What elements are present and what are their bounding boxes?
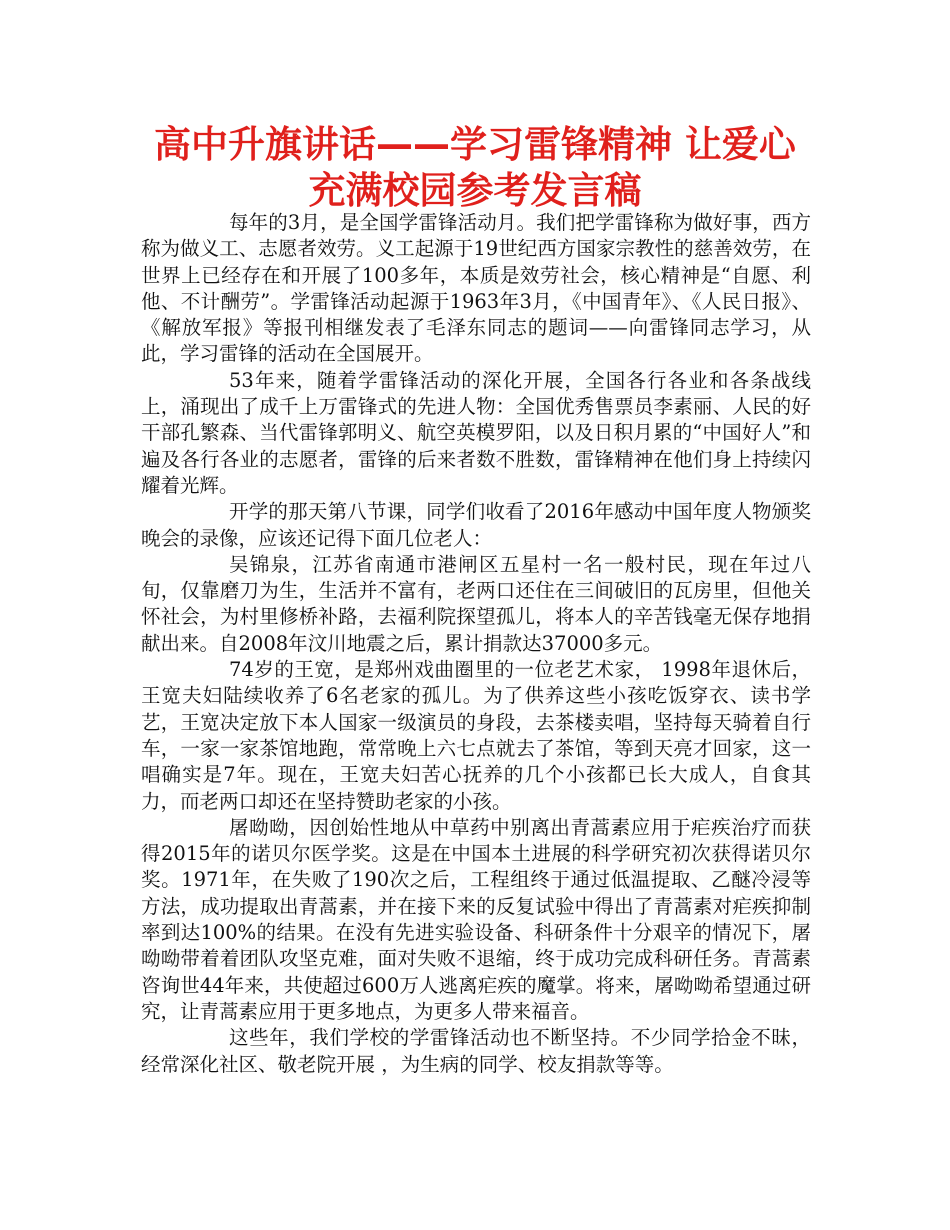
paragraph: 开学的那天第八节课，同学们收看了2016年感动中国年度人物颁奖晚会的录像，应该还记得下面几位老人： <box>141 500 811 550</box>
document-title: 高中升旗讲话——学习雷锋精神 让爱心充满校园参考发言稿 <box>154 123 796 212</box>
paragraph: 这些年，我们学校的学雷锋活动也不断坚持。不少同学拾金不昧，经常深化社区、敬老院开展 ，为生病的同学、校友捐款等等。 <box>141 1026 811 1076</box>
paragraph: 屠呦呦，因创始性地从中草药中别离出青蒿素应用于疟疾治疗而获得2015年的诺贝尔医学奖。这是在中国本土进展的科学研究初次获得诺贝尔奖。1971年，在失败了190次之后，工程组终于通过低温提取、乙醚冷浸等方法，成功提取出青蒿素，并在接下来的反复试验中得出了青蒿素对疟疾抑制率到达100%的结果。在没有先进实验设备、科研条件十分艰辛的情况下，屠呦呦带着着团队攻坚克难，面对失败不退缩，终于成功完成科研任务。青蒿素咨询世44年来，共使超过600万人逃离疟疾的魔掌。将来，屠呦呦希望通过研究，让青蒿素应用于更多地点，为更多人带来福音。 <box>141 815 811 1023</box>
paragraph: 74岁的王宽，是郑州戏曲圈里的一位老艺术家， 1998年退休后，王宽夫妇陆续收养了6名老家的孤儿。为了供养这些小孩吃饭穿衣、读书学艺，王宽决定放下本人国家一级演员的身段，去茶楼卖唱，坚持每天骑着自行车，一家一家茶馆地跑，常常晚上六七点就去了茶馆，等到天亮才回家，这一唱确实是7年。现在，王宽夫妇苦心抚养的几个小孩都已长大成人，自食其力，而老两口却还在坚持赞助老家的小孩。 <box>141 658 811 813</box>
document-body <box>141 210 811 1078</box>
paragraph: 吴锦泉，江苏省南通市港闸区五星村一名一般村民，现在年过八旬，仅靠磨刀为生，生活并不富有，老两口还住在三间破旧的瓦房里，但他关怀社会，为村里修桥补路，去福利院探望孤儿，将本人的辛苦钱毫无保存地捐献出来。自2008年汶川地震之后，累计捐款达37000多元。 <box>141 552 811 655</box>
paragraph: 每年的3月，是全国学雷锋活动月。我们把学雷锋称为做好事，西方称为做义工、志愿者效劳。义工起源于19世纪西方国家宗教性的慈善效劳，在世界上已经存在和开展了100多年，本质是效劳社会，核心精神是“自愿、利他、不计酬劳”。学雷锋活动起源于1963年3月，《中国青年》、《人民日报》、《解放军报》等报刊相继发表了毛泽东同志的题词——向雷锋同志学习，从此，学习雷锋的活动在全国展开。 <box>141 211 811 366</box>
paragraph: 53年来，随着学雷锋活动的深化开展，全国各行各业和各条战线上，涌现出了成千上万雷锋式的先进人物：全国优秀售票员李素丽、人民的好干部孔繁森、当代雷锋郭明义、航空英模罗阳，以及日积月累的“中国好人”和遍及各行各业的志愿者，雷锋的后来者数不胜数，雷锋精神在他们身上持续闪耀着光辉。 <box>141 368 811 497</box>
